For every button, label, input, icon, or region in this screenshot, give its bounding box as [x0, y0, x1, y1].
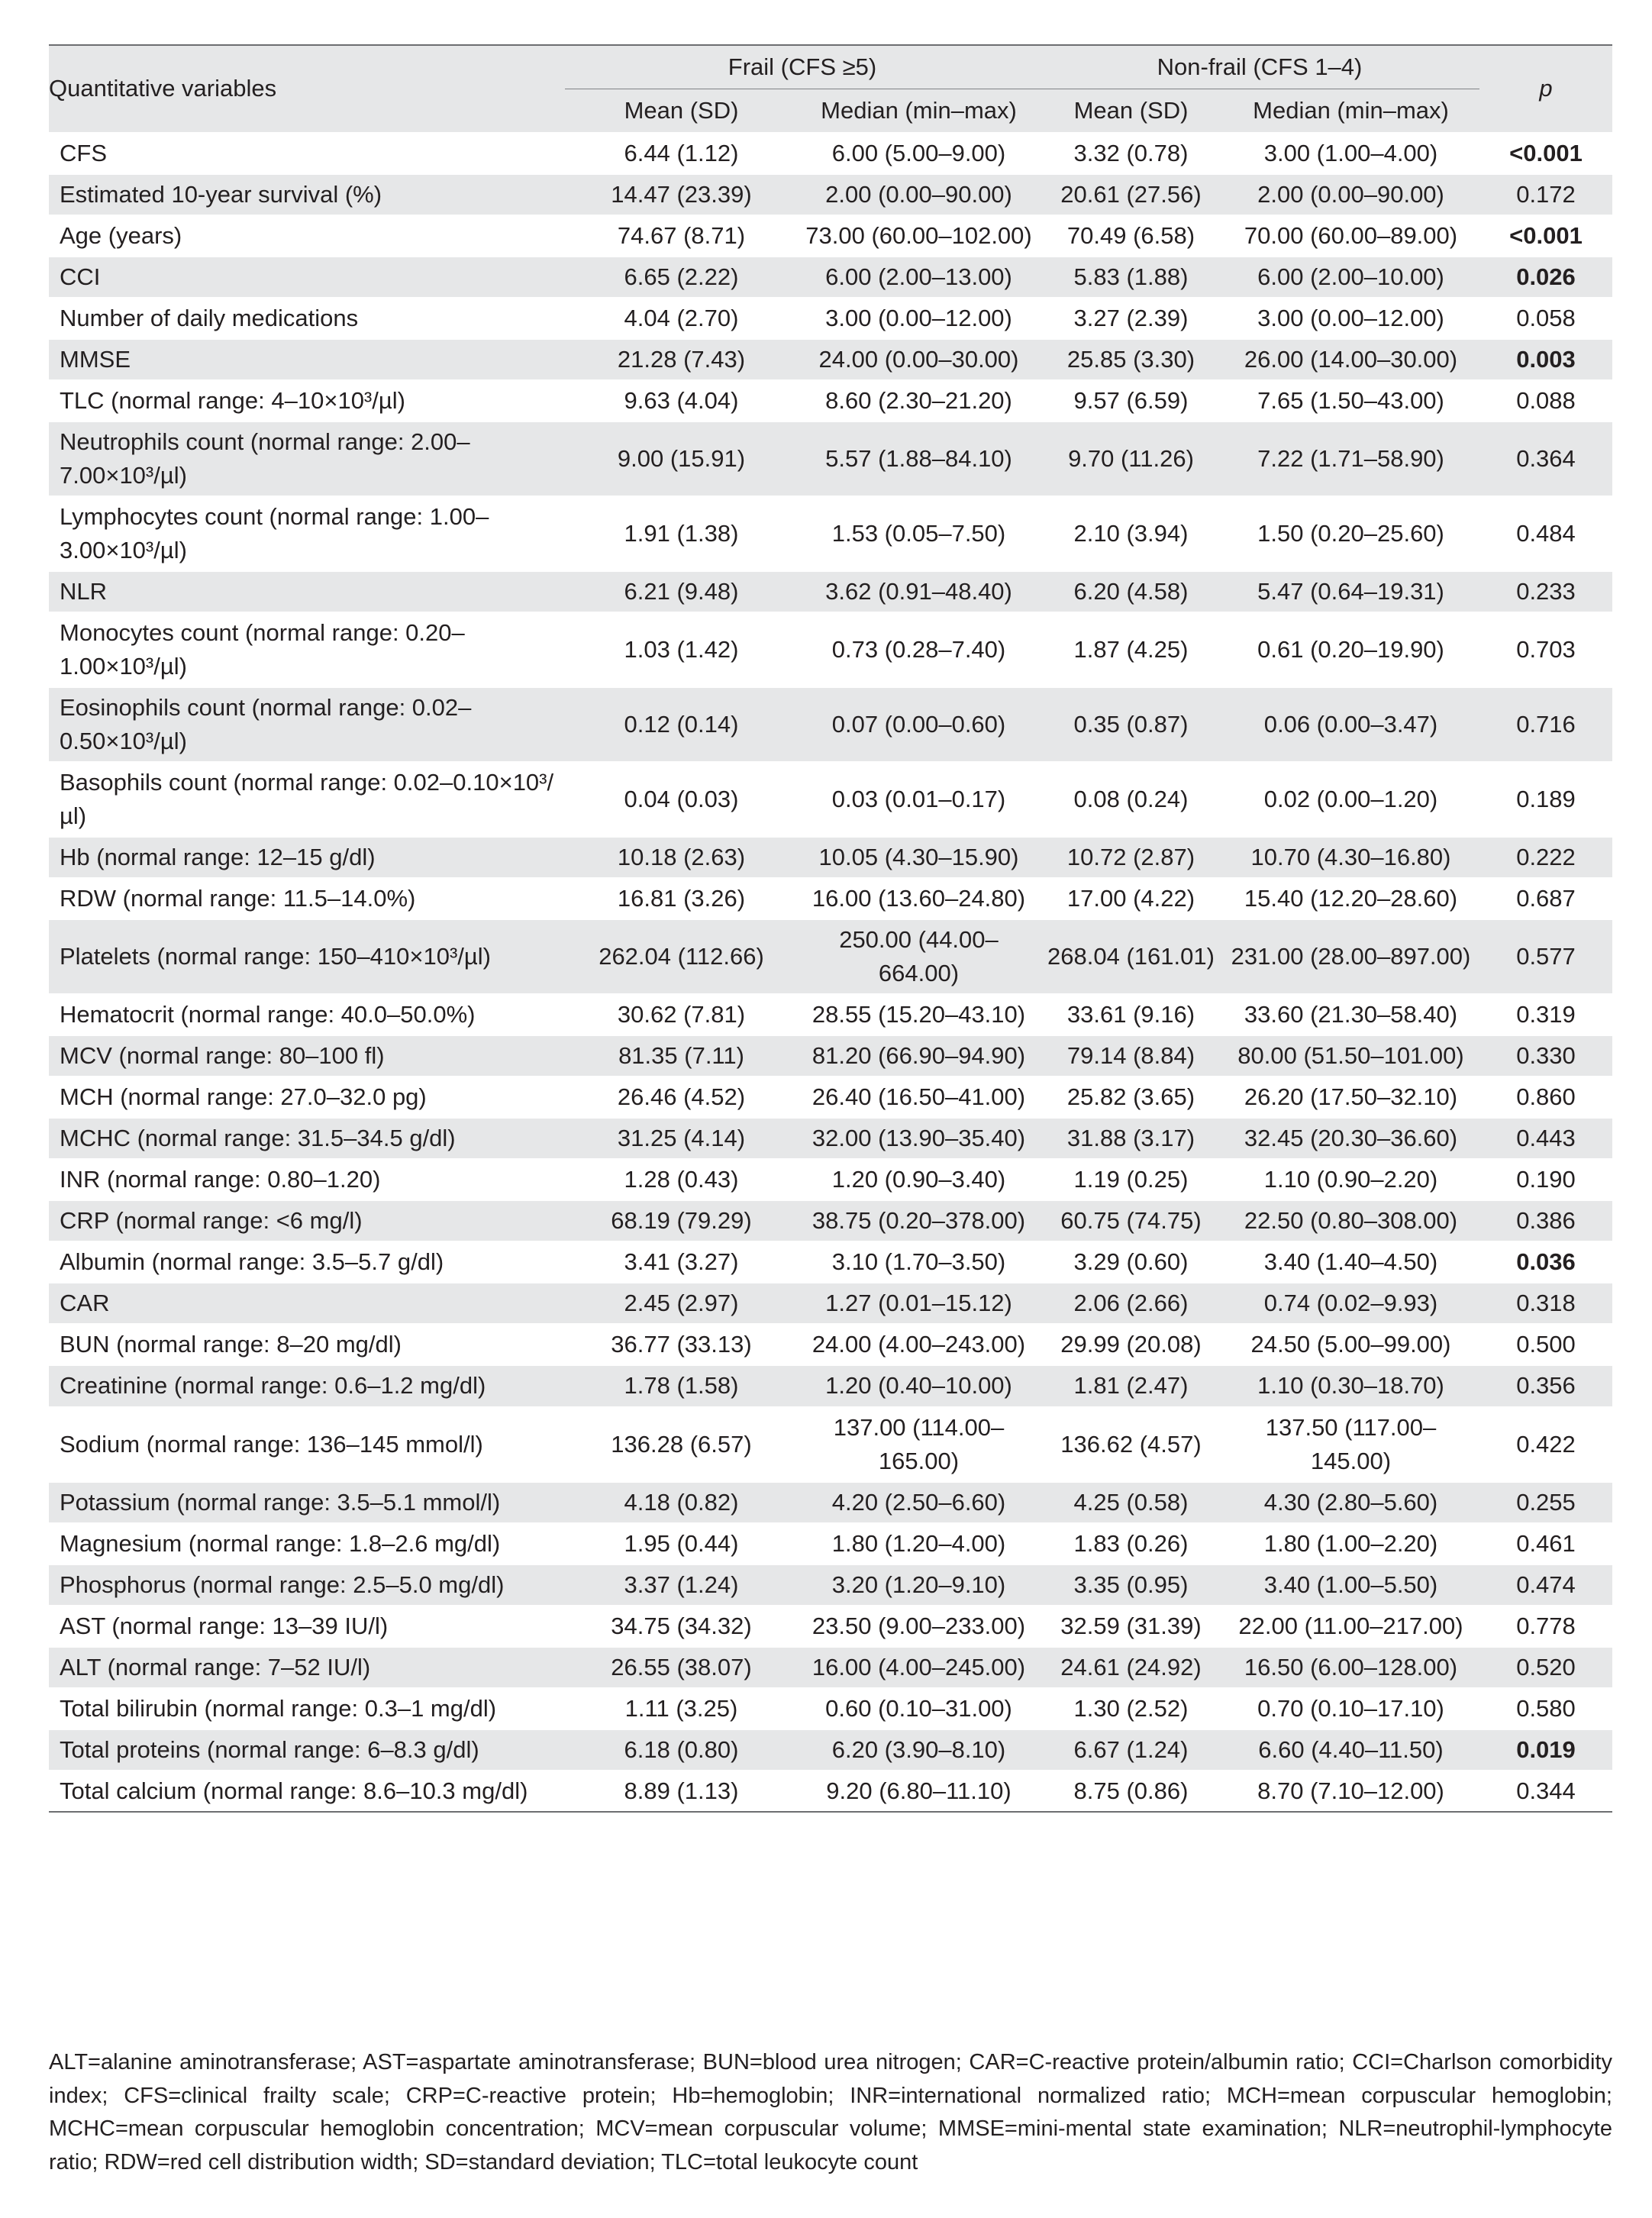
variable-name: Hb (normal range: 12–15 g/dl) [60, 844, 376, 871]
table-row [49, 1324, 1612, 1365]
frail-median-range: 4.20 (2.50–6.60) [831, 1488, 1006, 1516]
frail-median-range: 0.60 (0.10–31.00) [825, 1694, 1012, 1722]
nonfrail-mean-sd: 1.30 (2.52) [1073, 1694, 1189, 1722]
nonfrail-mean-sd: 29.99 (20.08) [1060, 1331, 1202, 1358]
nonfrail-mean-sd: 60.75 (74.75) [1060, 1207, 1202, 1235]
table-row [49, 994, 1612, 1035]
variable-name: MCH (normal range: 27.0–32.0 pg) [60, 1083, 427, 1111]
nonfrail-mean-sd: 0.08 (0.24) [1073, 786, 1189, 813]
nonfrail-mean-sd: 2.10 (3.94) [1073, 520, 1189, 547]
table-row [49, 174, 1612, 215]
nonfrail-mean-sd: 1.83 (0.26) [1073, 1529, 1189, 1557]
frail-mean-sd: 36.77 (33.13) [611, 1331, 752, 1358]
frail-median-range: 250.00 (44.00–664.00) [839, 926, 999, 987]
frail-median-range: 24.00 (0.00–30.00) [818, 346, 1019, 373]
nonfrail-median-range: 0.74 (0.02–9.93) [1263, 1290, 1438, 1317]
variable-name: Neutrophils count (normal range: 2.00–7.00×10³/µl) [60, 428, 470, 489]
nonfrail-mean-sd: 3.35 (0.95) [1073, 1571, 1189, 1598]
table-row [49, 380, 1612, 421]
table-row [49, 919, 1612, 994]
table-header [49, 45, 1612, 133]
frail-median-range: 137.00 (114.00–165.00) [833, 1413, 1005, 1474]
p-value: <0.001 [1509, 222, 1583, 250]
table-row [49, 878, 1612, 919]
variable-name: MMSE [60, 346, 131, 373]
nonfrail-mean-sd: 24.61 (24.92) [1060, 1653, 1202, 1680]
nonfrail-mean-sd: 25.85 (3.30) [1066, 346, 1195, 373]
nonfrail-mean-sd: 31.88 (3.17) [1066, 1125, 1195, 1152]
frail-median-range: 0.03 (0.01–0.17) [831, 786, 1006, 813]
nonfrail-median-range: 10.70 (4.30–16.80) [1250, 844, 1451, 871]
frail-mean-sd: 16.81 (3.26) [617, 885, 746, 912]
variable-name: Phosphorus (normal range: 2.5–5.0 mg/dl) [60, 1571, 505, 1598]
variable-name: CFS [60, 140, 107, 166]
nonfrail-mean-sd: 0.35 (0.87) [1073, 711, 1189, 738]
p-value: <0.001 [1509, 140, 1583, 166]
nonfrail-median-range: 7.65 (1.50–43.00) [1257, 387, 1444, 415]
p-value: 0.778 [1516, 1612, 1576, 1639]
nonfrail-mean-sd: 6.20 (4.58) [1073, 578, 1189, 605]
nonfrail-median-range: 33.60 (21.30–58.40) [1244, 1001, 1458, 1028]
frail-median-range: 1.80 (1.20–4.00) [831, 1529, 1006, 1557]
nonfrail-median-range: 5.47 (0.64–19.31) [1257, 578, 1444, 605]
p-value: 0.255 [1516, 1488, 1576, 1516]
nonfrail-median-range: 80.00 (51.50–101.00) [1237, 1042, 1464, 1070]
nonfrail-median-range: 2.00 (0.00–90.00) [1257, 181, 1444, 208]
variable-name: Potassium (normal range: 3.5–5.1 mmol/l) [60, 1488, 501, 1516]
quantitative-variables-header: Quantitative variables [49, 45, 565, 133]
frail-mean-sd: 3.41 (3.27) [624, 1248, 739, 1276]
p-value: 0.461 [1516, 1529, 1576, 1557]
variable-name: Total proteins (normal range: 6–8.3 g/dl) [60, 1735, 479, 1763]
nonfrail-mean-sd: 8.75 (0.86) [1040, 1771, 1222, 1812]
table-row [49, 421, 1612, 496]
nonfrail-mean-sd: 6.67 (1.24) [1073, 1735, 1189, 1763]
table-row [49, 339, 1612, 380]
variable-name: ALT (normal range: 7–52 IU/l) [60, 1653, 371, 1680]
variable-name: Total bilirubin (normal range: 0.3–1 mg/dl) [60, 1694, 497, 1722]
nonfrail-median-range: 15.40 (12.20–28.60) [1244, 885, 1458, 912]
frail-median-range: 81.20 (66.90–94.90) [811, 1042, 1026, 1070]
table-row [49, 1241, 1612, 1283]
table-row [49, 1159, 1612, 1200]
nonfrail-median-range: 231.00 (28.00–897.00) [1231, 943, 1471, 970]
variable-name: Platelets (normal range: 150–410×10³/µl) [60, 943, 491, 970]
frail-mean-sd: 31.25 (4.14) [617, 1125, 746, 1152]
p-value: 0.687 [1516, 885, 1576, 912]
frail-mean-sd: 81.35 (7.11) [618, 1042, 744, 1070]
table-footnote: ALT=alanine aminotransferase; AST=aspartate aminotransferase; BUN=blood urea nitrogen; CAR=C-reactive protein/albumin ratio; CCI=Charlson comorbidity index; CFS=clinical frailty scale; CRP=C-reactive protein; Hb=hemoglobin; INR=international normalized ratio; MCH=mean corpuscular hemoglobin; MCHC=mean corpuscular hemoglobin concentration; MCV=mean corpuscular volume; MMSE=mini-mental state examination; NLR=neutrophil-lymphocyte ratio; RDW=red cell distribution width; SD=standard deviation; TLC=total leukocyte count [49, 2050, 1612, 2174]
frail-median-range: 0.07 (0.00–0.60) [831, 711, 1006, 738]
frail-median-range: 3.20 (1.20–9.10) [831, 1571, 1006, 1598]
variable-name: CCI [60, 263, 101, 291]
table-row [49, 687, 1612, 762]
frail-median-range: 3.10 (1.70–3.50) [831, 1248, 1006, 1276]
frail-mean-sd: 136.28 (6.57) [611, 1430, 752, 1458]
p-value: 0.222 [1516, 844, 1576, 871]
table-row [49, 215, 1612, 257]
p-value: 0.058 [1516, 305, 1576, 332]
p-value: 0.319 [1516, 1001, 1576, 1028]
frail-mean-sd: 10.18 (2.63) [617, 844, 746, 871]
variable-name: Eosinophils count (normal range: 0.02–0.50×10³/µl) [60, 694, 472, 755]
variable-name: Albumin (normal range: 3.5–5.7 g/dl) [60, 1248, 444, 1276]
nonfrail-mean-sd: 3.27 (2.39) [1073, 305, 1189, 332]
frail-mean-sd: 1.03 (1.42) [624, 636, 739, 663]
p-value: 0.364 [1516, 445, 1576, 473]
frail-median-range: 32.00 (13.90–35.40) [811, 1125, 1026, 1152]
table-row [49, 1647, 1612, 1688]
nonfrail-mean-sd: 1.19 (0.25) [1073, 1166, 1189, 1193]
frail-median-header: Median (min–max) [798, 89, 1040, 134]
frail-mean-sd: 9.63 (4.04) [624, 387, 739, 415]
frail-mean-sd: 4.04 (2.70) [624, 305, 739, 332]
table-row [49, 1771, 1612, 1812]
nonfrail-median-range: 26.00 (14.00–30.00) [1244, 346, 1458, 373]
p-value: 0.330 [1516, 1042, 1576, 1070]
nonfrail-mean-header: Mean (SD) [1040, 89, 1222, 134]
variable-name: RDW (normal range: 11.5–14.0%) [60, 885, 416, 912]
variable-name: Creatinine (normal range: 0.6–1.2 mg/dl) [60, 1372, 486, 1400]
p-value: 0.356 [1516, 1372, 1576, 1400]
nonfrail-mean-sd: 3.32 (0.78) [1073, 140, 1189, 166]
variable-name: CAR [60, 1290, 110, 1317]
nonfrail-median-range: 137.50 (117.00–145.00) [1265, 1413, 1437, 1474]
frail-mean-sd: 1.11 (3.25) [624, 1694, 738, 1722]
p-value: 0.233 [1516, 578, 1576, 605]
nonfrail-median-range: 3.40 (1.40–4.50) [1263, 1248, 1438, 1276]
frail-median-range: 1.53 (0.05–7.50) [831, 520, 1006, 547]
frail-mean-sd: 1.78 (1.58) [624, 1372, 739, 1400]
p-value: 0.422 [1516, 1430, 1576, 1458]
table-row [49, 1606, 1612, 1647]
table-row [49, 1200, 1612, 1241]
frail-mean-sd: 14.47 (23.39) [611, 181, 752, 208]
frail-median-range: 24.00 (4.00–243.00) [811, 1331, 1026, 1358]
nonfrail-mean-sd: 9.70 (11.26) [1068, 445, 1194, 473]
variable-name: Total calcium (normal range: 8.6–10.3 mg/dl) [49, 1771, 565, 1812]
table-row [49, 298, 1612, 339]
table-row [49, 1564, 1612, 1606]
frail-mean-sd: 68.19 (79.29) [611, 1207, 752, 1235]
nonfrail-mean-sd: 5.83 (1.88) [1073, 263, 1189, 291]
p-value: 0.500 [1516, 1331, 1576, 1358]
nonfrail-median-range: 4.30 (2.80–5.60) [1263, 1488, 1438, 1516]
p-value: 0.036 [1516, 1248, 1576, 1276]
p-value: 0.580 [1516, 1694, 1576, 1722]
frail-median-range: 9.20 (6.80–11.10) [798, 1771, 1040, 1812]
nonfrail-mean-sd: 3.29 (0.60) [1073, 1248, 1189, 1276]
nonfrail-mean-sd: 268.04 (161.01) [1047, 943, 1215, 970]
variable-name: INR (normal range: 0.80–1.20) [60, 1166, 381, 1193]
variable-name: Basophils count (normal range: 0.02–0.10×10³/µl) [60, 769, 554, 830]
frail-group-header: Frail (CFS ≥5) [565, 45, 1040, 89]
nonfrail-mean-sd: 10.72 (2.87) [1066, 844, 1195, 871]
frail-mean-sd: 0.12 (0.14) [624, 711, 739, 738]
table-row [49, 1365, 1612, 1406]
frail-mean-sd: 262.04 (112.66) [599, 943, 764, 970]
variable-name: Estimated 10-year survival (%) [60, 181, 382, 208]
nonfrail-median-range: 24.50 (5.00–99.00) [1250, 1331, 1451, 1358]
table-row [49, 837, 1612, 878]
nonfrail-mean-sd: 33.61 (9.16) [1066, 1001, 1195, 1028]
nonfrail-median-range: 0.70 (0.10–17.10) [1257, 1694, 1444, 1722]
frail-median-range: 10.05 (4.30–15.90) [818, 844, 1019, 871]
variable-name: Age (years) [60, 222, 182, 250]
nonfrail-median-range: 1.50 (0.20–25.60) [1257, 520, 1444, 547]
table-row [49, 1077, 1612, 1118]
data-table [49, 44, 1612, 1813]
frail-mean-sd: 6.65 (2.22) [624, 263, 739, 291]
frail-mean-header: Mean (SD) [565, 89, 798, 134]
p-value: 0.703 [1516, 636, 1576, 663]
variable-name: MCHC (normal range: 31.5–34.5 g/dl) [60, 1125, 456, 1152]
variable-name: Sodium (normal range: 136–145 mmol/l) [60, 1430, 483, 1458]
p-value: 0.003 [1516, 346, 1576, 373]
p-value: 0.520 [1516, 1653, 1576, 1680]
frail-median-range: 3.00 (0.00–12.00) [825, 305, 1012, 332]
frail-median-range: 23.50 (9.00–233.00) [811, 1612, 1026, 1639]
nonfrail-median-range: 0.02 (0.00–1.20) [1263, 786, 1438, 813]
p-value: 0.190 [1516, 1166, 1576, 1193]
table-row [49, 496, 1612, 571]
frail-median-range: 1.20 (0.40–10.00) [825, 1372, 1012, 1400]
table-row [49, 1729, 1612, 1771]
p-value: 0.318 [1516, 1290, 1576, 1317]
frail-mean-sd: 74.67 (8.71) [617, 222, 746, 250]
p-value: 0.019 [1516, 1735, 1576, 1763]
variable-name: AST (normal range: 13–39 IU/l) [60, 1612, 389, 1639]
nonfrail-median-range: 0.61 (0.20–19.90) [1257, 636, 1444, 663]
nonfrail-mean-sd: 4.25 (0.58) [1073, 1488, 1189, 1516]
table-row [49, 1283, 1612, 1324]
p-value: 0.386 [1516, 1207, 1576, 1235]
frail-mean-sd: 8.89 (1.13) [565, 1771, 798, 1812]
table-row [49, 257, 1612, 298]
frail-median-range: 28.55 (15.20–43.10) [811, 1001, 1026, 1028]
frail-mean-sd: 30.62 (7.81) [617, 1001, 746, 1028]
table-row [49, 1035, 1612, 1077]
nonfrail-mean-sd: 25.82 (3.65) [1066, 1083, 1195, 1111]
frail-mean-sd: 6.18 (0.80) [624, 1735, 739, 1763]
frail-median-range: 0.73 (0.28–7.40) [831, 636, 1006, 663]
p-value: 0.716 [1516, 711, 1576, 738]
nonfrail-mean-sd: 17.00 (4.22) [1066, 885, 1195, 912]
frail-median-range: 38.75 (0.20–378.00) [811, 1207, 1026, 1235]
p-value: 0.443 [1516, 1125, 1576, 1152]
table-row [49, 133, 1612, 174]
p-value-header: p [1479, 45, 1612, 133]
variable-name: BUN (normal range: 8–20 mg/dl) [60, 1331, 402, 1358]
table-row [49, 1523, 1612, 1564]
variable-name: Lymphocytes count (normal range: 1.00–3.00×10³/µl) [60, 503, 489, 564]
frail-mean-sd: 3.37 (1.24) [624, 1571, 739, 1598]
table-row [49, 1407, 1612, 1482]
frail-mean-sd: 21.28 (7.43) [617, 346, 746, 373]
frail-median-range: 8.60 (2.30–21.20) [825, 387, 1012, 415]
p-value: 0.189 [1516, 786, 1576, 813]
nonfrail-mean-sd: 70.49 (6.58) [1066, 222, 1195, 250]
p-value: 0.474 [1516, 1571, 1576, 1598]
table-row [49, 1688, 1612, 1729]
nonfrail-median-range: 16.50 (6.00–128.00) [1244, 1653, 1458, 1680]
table-row [49, 571, 1612, 612]
nonfrail-mean-sd: 79.14 (8.84) [1066, 1042, 1195, 1070]
table-body [49, 133, 1612, 1812]
p-value: 0.172 [1516, 181, 1576, 208]
frail-median-range: 3.62 (0.91–48.40) [825, 578, 1012, 605]
variable-name: Hematocrit (normal range: 40.0–50.0%) [60, 1001, 476, 1028]
nonfrail-median-range: 1.80 (1.00–2.20) [1263, 1529, 1438, 1557]
frail-mean-sd: 6.21 (9.48) [624, 578, 739, 605]
nonfrail-median-range: 6.60 (4.40–11.50) [1258, 1735, 1444, 1763]
nonfrail-median-range: 7.22 (1.71–58.90) [1257, 445, 1444, 473]
nonfrail-median-range: 22.50 (0.80–308.00) [1244, 1207, 1458, 1235]
frail-mean-sd: 26.46 (4.52) [617, 1083, 746, 1111]
variable-name: Magnesium (normal range: 1.8–2.6 mg/dl) [60, 1529, 501, 1557]
frail-mean-sd: 34.75 (34.32) [611, 1612, 752, 1639]
variable-name: TLC (normal range: 4–10×10³/µl) [60, 387, 405, 415]
nonfrail-median-range: 22.00 (11.00–217.00) [1238, 1612, 1463, 1639]
nonfrail-median-range: 8.70 (7.10–12.00) [1222, 1771, 1479, 1812]
table-row [49, 1482, 1612, 1523]
nonfrail-median-range: 3.00 (0.00–12.00) [1257, 305, 1444, 332]
variable-name: MCV (normal range: 80–100 fl) [60, 1042, 385, 1070]
nonfrail-mean-sd: 32.59 (31.39) [1060, 1612, 1202, 1639]
nonfrail-median-range: 6.00 (2.00–10.00) [1257, 263, 1444, 291]
nonfrail-mean-sd: 20.61 (27.56) [1060, 181, 1202, 208]
frail-median-range: 6.00 (5.00–9.00) [831, 140, 1006, 166]
p-value: 0.344 [1479, 1771, 1612, 1812]
nonfrail-median-range: 0.06 (0.00–3.47) [1263, 711, 1438, 738]
nonfrail-median-range: 3.40 (1.00–5.50) [1263, 1571, 1438, 1598]
nonfrail-median-range: 26.20 (17.50–32.10) [1244, 1083, 1458, 1111]
p-value: 0.026 [1516, 263, 1576, 291]
frail-mean-sd: 1.95 (0.44) [624, 1529, 739, 1557]
frail-median-range: 16.00 (4.00–245.00) [811, 1653, 1026, 1680]
frail-median-range: 6.20 (3.90–8.10) [831, 1735, 1006, 1763]
frail-median-range: 16.00 (13.60–24.80) [811, 885, 1026, 912]
frail-mean-sd: 1.91 (1.38) [624, 520, 739, 547]
p-value: 0.484 [1516, 520, 1576, 547]
nonfrail-median-header: Median (min–max) [1222, 89, 1479, 134]
frail-mean-sd: 26.55 (38.07) [611, 1653, 752, 1680]
table-row [49, 612, 1612, 687]
nonfrail-mean-sd: 1.81 (2.47) [1073, 1372, 1189, 1400]
nonfrail-median-range: 32.45 (20.30–36.60) [1244, 1125, 1458, 1152]
variable-name: NLR [60, 578, 108, 605]
nonfrail-mean-sd: 1.87 (4.25) [1073, 636, 1189, 663]
table-row [49, 1118, 1612, 1159]
frail-median-range: 6.00 (2.00–13.00) [825, 263, 1012, 291]
nonfrail-median-range: 1.10 (0.30–18.70) [1257, 1372, 1444, 1400]
frail-median-range: 1.20 (0.90–3.40) [831, 1166, 1006, 1193]
p-value: 0.088 [1516, 387, 1576, 415]
nonfrail-mean-sd: 9.57 (6.59) [1073, 387, 1189, 415]
frail-median-range: 1.27 (0.01–15.12) [825, 1290, 1012, 1317]
frail-median-range: 73.00 (60.00–102.00) [805, 222, 1032, 250]
nonfrail-mean-sd: 2.06 (2.66) [1073, 1290, 1189, 1317]
variable-name: Monocytes count (normal range: 0.20–1.00×10³/µl) [60, 619, 465, 680]
frail-mean-sd: 2.45 (2.97) [624, 1290, 739, 1317]
variable-name: Number of daily medications [60, 305, 359, 332]
frail-mean-sd: 4.18 (0.82) [624, 1488, 739, 1516]
frail-mean-sd: 1.28 (0.43) [624, 1166, 739, 1193]
variable-name: CRP (normal range: <6 mg/l) [60, 1207, 363, 1235]
frail-median-range: 5.57 (1.88–84.10) [825, 445, 1012, 473]
frail-mean-sd: 6.44 (1.12) [624, 140, 739, 166]
nonfrail-median-range: 70.00 (60.00–89.00) [1244, 222, 1458, 250]
frail-mean-sd: 9.00 (15.91) [617, 445, 746, 473]
p-value: 0.577 [1516, 943, 1576, 970]
table-row [49, 762, 1612, 837]
nonfrail-group-header: Non-frail (CFS 1–4) [1040, 45, 1479, 89]
frail-median-range: 2.00 (0.00–90.00) [825, 181, 1012, 208]
nonfrail-median-range: 1.10 (0.90–2.20) [1263, 1166, 1438, 1193]
nonfrail-mean-sd: 136.62 (4.57) [1060, 1430, 1202, 1458]
frail-mean-sd: 0.04 (0.03) [624, 786, 739, 813]
nonfrail-median-range: 3.00 (1.00–4.00) [1263, 140, 1438, 166]
frail-median-range: 26.40 (16.50–41.00) [811, 1083, 1026, 1111]
p-value: 0.860 [1516, 1083, 1576, 1111]
